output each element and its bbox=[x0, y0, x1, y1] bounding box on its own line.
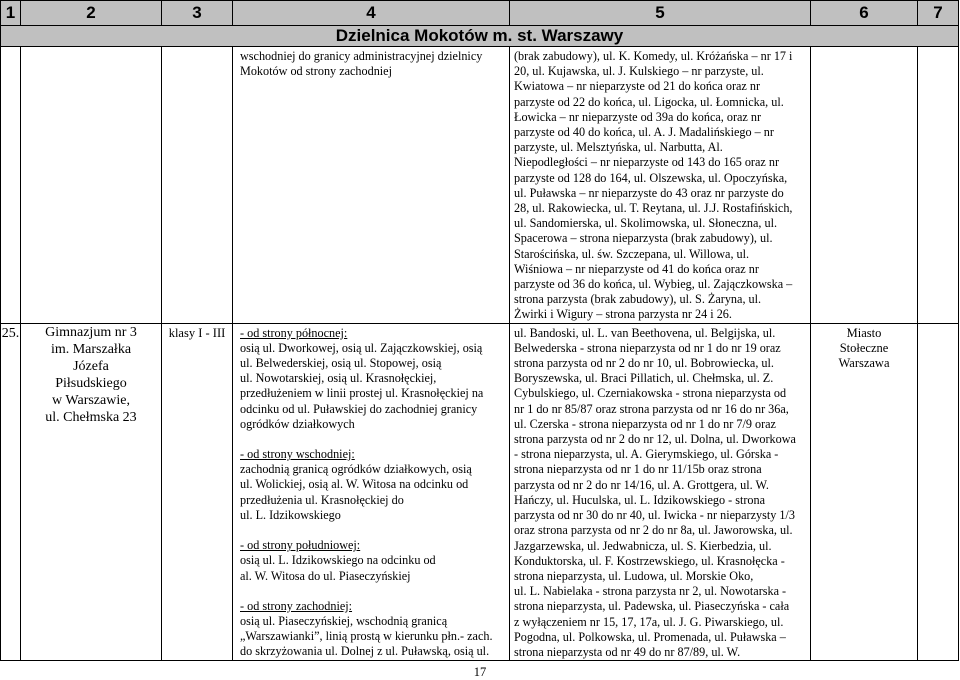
street-line: oraz strona parzysta od nr 2 do nr 8a, ul. Jaworowska, ul. bbox=[514, 523, 793, 538]
boundary-line: al. W. Witosa do ul. Piaseczyńskiej bbox=[240, 568, 411, 583]
boundary-line: ogródków działkowych bbox=[240, 416, 355, 431]
street-line: parzyste od 36 do końca, ul. Wybieg, ul. Zajączkowska – bbox=[514, 277, 793, 292]
cell-classes-empty bbox=[162, 47, 233, 324]
boundary-line: do skrzyżowania ul. Dolnej z ul. Puławską, osią ul. bbox=[240, 644, 490, 659]
boundary-line: „Warszawianki”, linią prostą w kierunku płn.- zach. bbox=[240, 629, 493, 644]
street-line: strona parzysta od nr 2 do nr 12, ul. Dolna, ul. Dworkowa bbox=[514, 432, 796, 447]
school-line: w Warszawie, bbox=[52, 392, 130, 408]
street-line: - strona nieparzysta, ul. A. Gierymskiego, ul. Górska - bbox=[514, 447, 779, 462]
continuation-streets bbox=[510, 47, 811, 324]
street-line: parzysta od nr 30 do nr 40, ul. Iwicka - nr nieparzysty 1/3 bbox=[514, 508, 795, 523]
street-line: ul. Puławska – nr nieparzyste do 43 oraz nr parzyste do bbox=[514, 185, 784, 200]
boundary-line: ul. Nowotarskiej, osią ul. Krasnołęckiej, bbox=[240, 371, 437, 386]
street-line: Pogodna, ul. Polkowska, ul. Promenada, ul. Puławska – bbox=[514, 629, 786, 644]
street-line: Boryszewska, ul. Braci Pillatich, ul. Chełmska, ul. Z. bbox=[514, 371, 774, 386]
spacer bbox=[240, 432, 505, 447]
authority-line: Warszawa bbox=[838, 355, 890, 370]
street-line: Kwiatowa – nr nieparzyste od 21 do końca oraz nr bbox=[514, 79, 761, 94]
boundary-line: osią ul. L. Idzikowskiego na odcinku od bbox=[240, 553, 436, 568]
street-line: Starościńska, ul. św. Szczepana, ul. Willowa, ul. bbox=[514, 246, 750, 261]
boundary-line: odcinku od ul. Puławskiej do zachodniej granicy bbox=[240, 401, 478, 416]
cell-school-empty bbox=[21, 47, 162, 324]
boundary-line: ul. L. Idzikowskiego bbox=[240, 507, 341, 522]
column-number-row bbox=[1, 1, 959, 26]
street-line: Hańczy, ul. Huculska, ul. L. Idzikowskiego - strona bbox=[514, 492, 766, 507]
spacer bbox=[240, 584, 505, 599]
authority-line: Miasto bbox=[846, 325, 882, 340]
street-line: strona parzysta (brak zabudowy), ul. S. Żaryna, ul. bbox=[514, 292, 762, 307]
boundary-line: wschodniej do granicy administracyjnej dzielnicy bbox=[240, 49, 483, 63]
street-line: strona nieparzysta, ul. Ludowa, ul. Morskie Oko, bbox=[514, 568, 754, 583]
street-line: strona nieparzysta od nr 49 do nr 87/89, ul. W. bbox=[514, 644, 741, 659]
street-line: Jazgarzewska, ul. Jedwabnicza, ul. S. Kierbedzia, ul. bbox=[514, 538, 772, 553]
south-boundary-heading: - od strony południowej: bbox=[240, 538, 361, 553]
street-line: parzyste od 40 do końca, ul. A. J. Madalińskiego – nr bbox=[514, 125, 774, 140]
column-number: 7 bbox=[918, 1, 959, 26]
street-line: strona nieparzysta od nr 1 do nr 11/15b oraz strona bbox=[514, 462, 762, 477]
street-line: nr 1 do nr 85/87 oraz strona parzysta od nr 16 do nr 36a, bbox=[514, 401, 789, 416]
west-boundary-heading: - od strony zachodniej: bbox=[240, 598, 353, 613]
street-line: Spacerowa – strona nieparzysta (brak zabudowy), ul. bbox=[514, 231, 773, 246]
street-line: parzyste od 22 do końca, ul. Ligocka, ul. Łomnicka, ul. bbox=[514, 94, 784, 109]
street-line: ul. Sandomierska, ul. Skolimowska, ul. Słoneczna, ul. bbox=[514, 216, 778, 231]
column-number: 5 bbox=[510, 1, 811, 26]
street-line: strona nieparzysta, ul. Padewska, ul. Piaseczyńska - cała bbox=[514, 599, 790, 614]
column-number: 4 bbox=[233, 1, 510, 26]
street-line: parzysta od nr 2 do nr 14/16, ul. A. Grottgera, ul. W. bbox=[514, 477, 769, 492]
north-boundary-heading: - od strony północnej: bbox=[240, 325, 348, 340]
school-streets bbox=[510, 323, 811, 660]
boundary-line: ul. Belwederskiej, osią ul. Stopowej, osią bbox=[240, 356, 442, 371]
cell-col7-empty bbox=[918, 47, 959, 324]
street-line: Żwirki i Wigury – strona parzysta nr 24 i 26. bbox=[514, 307, 732, 322]
street-line: ul. Bandoski, ul. L. van Beethovena, ul. Belgijska, ul. bbox=[514, 325, 776, 340]
page-number: 17 bbox=[473, 665, 487, 679]
district-title-row bbox=[1, 26, 959, 47]
school-line: im. Marszałka bbox=[50, 341, 132, 357]
column-number: 2 bbox=[21, 1, 162, 26]
boundary-line: osią ul. Dworkowej, osią ul. Zajączkowskiej, osią bbox=[240, 340, 483, 355]
school-line: ul. Chełmska 23 bbox=[45, 409, 137, 425]
cell-authority-empty bbox=[811, 47, 918, 324]
spacer bbox=[240, 523, 505, 538]
column-number: 3 bbox=[162, 1, 233, 26]
district-title: Dzielnica Mokotów m. st. Warszawy bbox=[1, 26, 959, 47]
school-name bbox=[21, 323, 162, 660]
entry-row bbox=[1, 323, 959, 660]
boundary-line: zachodnią granicą ogródków działkowych, osią bbox=[240, 462, 472, 477]
class-range: klasy I - III bbox=[162, 323, 233, 660]
street-line: (brak zabudowy), ul. K. Komedy, ul. Króżańska – nr 17 i bbox=[514, 49, 793, 63]
boundary-line: przedłużeniem w linii prostej ul. Krasnołęckiej na bbox=[240, 386, 484, 401]
column-number: 6 bbox=[811, 1, 918, 26]
entry-number: 25. bbox=[1, 323, 21, 660]
school-line: Piłsudskiego bbox=[55, 375, 127, 391]
street-line: 20, ul. Kujawska, ul. J. Kulskiego – nr parzyste, ul. bbox=[514, 64, 764, 79]
street-line: parzyste od 128 do 164, ul. Olszewska, ul. Opoczyńska, bbox=[514, 170, 788, 185]
cell-col7-empty bbox=[918, 323, 959, 660]
street-line: Belwederska - strona nieparzysta od nr 1 do nr 19 oraz bbox=[514, 340, 781, 355]
street-line: 28, ul. Rakowiecka, ul. T. Reytana, ul. J.J. Rostafińskich, bbox=[514, 201, 793, 216]
street-line: Łowicka – nr nieparzyste od 39a do końca, oraz nr bbox=[514, 109, 762, 124]
street-line: ul. Czerska - strona nieparzysta od nr 1 do nr 7/9 oraz bbox=[514, 416, 776, 431]
column-number: 1 bbox=[1, 1, 21, 26]
street-line: ul. L. Nabielaka - strona parzysta nr 2, ul. Nowotarska - bbox=[514, 584, 787, 599]
boundary-line: Mokotów od strony zachodniej bbox=[240, 64, 392, 79]
school-line: Gimnazjum nr 3 bbox=[45, 324, 137, 340]
school-line: Józefa bbox=[73, 358, 109, 374]
street-line: Cybulskiego, ul. Czerniakowska - strona nieparzysta od bbox=[514, 386, 787, 401]
street-line: Konduktorska, ul. F. Kostrzewskiego, ul. Krasnołęcka - bbox=[514, 553, 785, 568]
governing-authority bbox=[811, 323, 918, 660]
school-boundaries bbox=[233, 323, 510, 660]
continuation-row bbox=[1, 47, 959, 324]
authority-line: Stołeczne bbox=[839, 340, 889, 355]
boundary-line: przedłużenia ul. Krasnołęckiej do bbox=[240, 492, 404, 507]
east-boundary-heading: - od strony wschodniej: bbox=[240, 447, 355, 462]
street-line: parzyste, ul. Melsztyńska, ul. Narbutta, Al. bbox=[514, 140, 723, 155]
street-line: strona parzysta od nr 2 do nr 10, ul. Bobrowiecka, ul. bbox=[514, 356, 774, 371]
boundary-line: osią ul. Piaseczyńskiej, wschodnią granicą bbox=[240, 613, 448, 628]
cell-number-empty bbox=[1, 47, 21, 324]
boundary-line: ul. Wolickiej, osią al. W. Witosa na odcinku od bbox=[240, 477, 469, 492]
street-line: Niepodległości – nr nieparzyste od 143 do 165 oraz nr bbox=[514, 155, 780, 170]
street-line: Wiśniowa – nr nieparzyste od 41 do końca oraz nr bbox=[514, 261, 759, 276]
continuation-boundaries bbox=[233, 47, 510, 324]
street-line: z wyłączeniem nr 15, 17, 17a, ul. J. G. Piwarskiego, ul. bbox=[514, 614, 784, 629]
